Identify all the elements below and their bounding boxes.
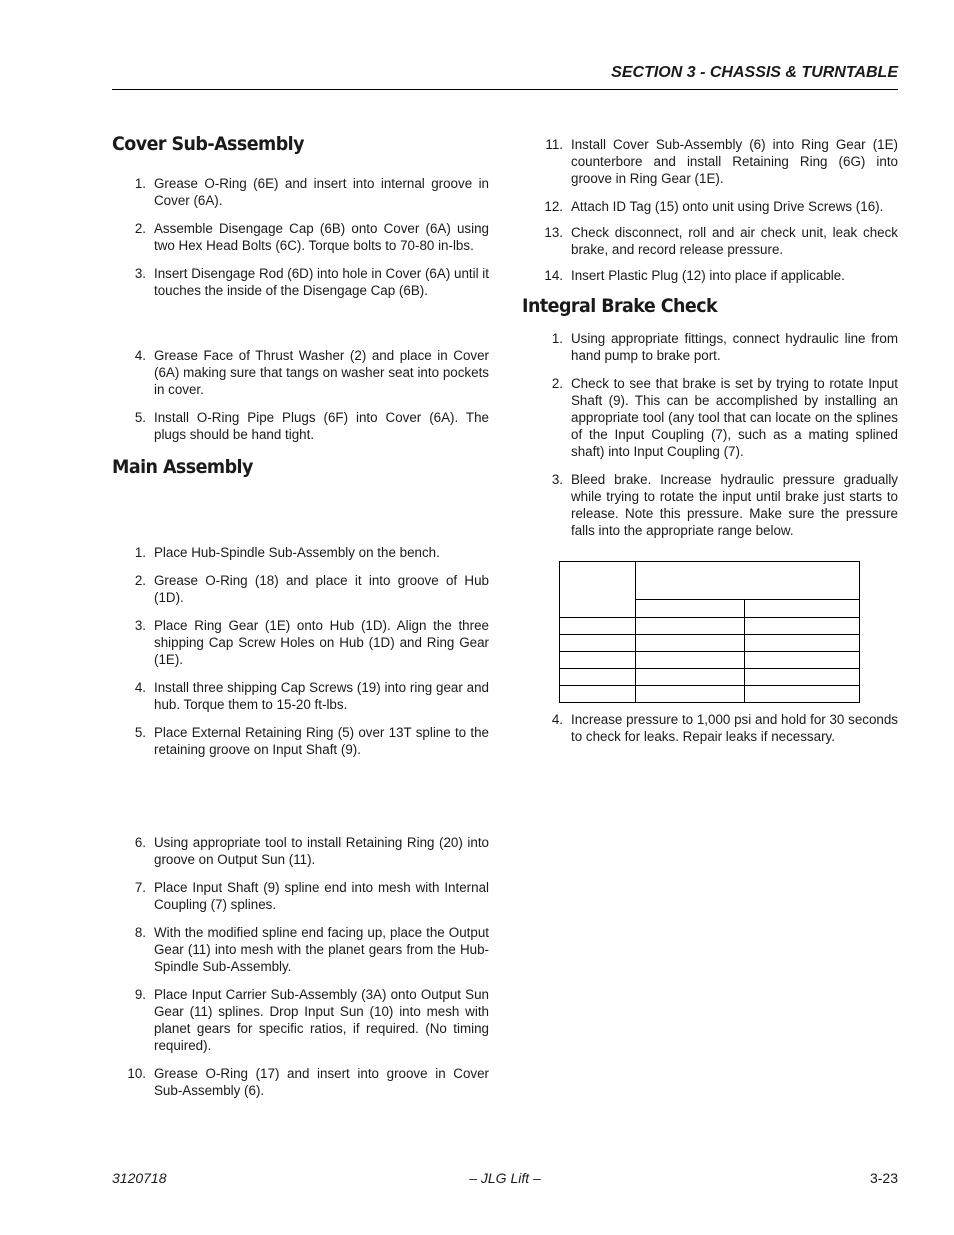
table-cell — [745, 635, 860, 652]
list-item: 1. Place Hub-Spindle Sub-Assembly on the bench. — [134, 545, 440, 560]
main-steps-list — [112, 544, 489, 1099]
list-item: 5. Install O-Ring Pipe Plugs (6F) into Cover (6A). The plugs should be hand tight. — [134, 410, 489, 442]
list-item: 6. Using appropriate tool to install Retaining Ring (20) into groove on Output Sun (11). — [134, 835, 489, 867]
footer-doc-number: 3120718 — [112, 1170, 167, 1186]
list-item: 8. With the modified spline end facing up, place the Output Gear (11) into mesh with the planet gears from the Hub-Spindle Sub-Assembly. — [134, 925, 489, 974]
footer-page-number: 3-23 — [869, 1170, 898, 1186]
list-item: 2. Assemble Disengage Cap (6B) onto Cover (6A) using two Hex Head Bolts (6C). Torque bolts to 70-80 in-lbs. — [134, 221, 489, 253]
cover-sub-assembly-heading: Cover Sub-Assembly — [112, 133, 304, 155]
list-item: 4. Grease Face of Thrust Washer (2) and place in Cover (6A) making sure that tangs on washer seat into pockets in cover. — [134, 348, 489, 397]
list-item: 3. Bleed brake. Increase hydraulic pressure gradually while trying to rotate the input until brake just starts to release. Note this pressure. Make sure the pressure falls into the appropriate range below. — [551, 472, 898, 538]
list-item: 1. Grease O-Ring (6E) and insert into internal groove in Cover (6A). — [134, 176, 489, 208]
section-header: SECTION 3 - CHASSIS & TURNTABLE — [611, 64, 898, 81]
table-row — [560, 618, 860, 635]
list-item: 2. Grease O-Ring (18) and place it into groove of Hub (1D). — [134, 573, 489, 605]
table-cell — [560, 652, 636, 669]
table-cell — [636, 652, 745, 669]
table-cell — [636, 562, 860, 600]
cover-steps-list — [112, 175, 489, 443]
list-item: 3. Place Ring Gear (1E) onto Hub (1D). Align the three shipping Cap Screw Holes on Hub (1D) and Ring Gear (1E). — [134, 618, 489, 667]
table-cell — [745, 618, 860, 635]
list-item: 13. Check disconnect, roll and air check unit, leak check brake, and record release pressure. — [544, 225, 898, 257]
table-cell — [745, 686, 860, 703]
list-item: 1. Using appropriate fittings, connect hydraulic line from hand pump to brake port. — [551, 331, 898, 363]
table-cell — [636, 600, 745, 618]
brake-steps-list — [522, 330, 898, 539]
table-cell — [560, 635, 636, 652]
table-cell — [560, 669, 636, 686]
right-column — [522, 133, 898, 756]
table-cell — [636, 618, 745, 635]
list-item: 9. Place Input Carrier Sub-Assembly (3A) onto Output Sun Gear (11) splines. Drop Input Sun (10) into mesh with planet gears for specific ratios, if required. (No timing required). — [134, 987, 489, 1053]
table-row — [560, 686, 860, 703]
table-cell — [745, 652, 860, 669]
list-item: 12. Attach ID Tag (15) onto unit using Drive Screws (16). — [544, 199, 884, 214]
table-cell — [560, 686, 636, 703]
table-row — [560, 669, 860, 686]
brake-steps-list-continued — [522, 711, 898, 745]
table-cell — [745, 669, 860, 686]
table-cell — [560, 562, 636, 618]
footer-company: – JLG Lift – — [469, 1170, 541, 1186]
header-divider — [112, 89, 898, 90]
list-item: 5. Place External Retaining Ring (5) over 13T spline to the retaining groove on Input Shaft (9). — [134, 725, 489, 757]
table-row — [560, 562, 860, 600]
main-assembly-heading: Main Assembly — [112, 456, 253, 478]
main-steps-list-continued — [522, 136, 898, 284]
brake-release-pressure-table — [559, 561, 860, 703]
list-item: 7. Place Input Shaft (9) spline end into mesh with Internal Coupling (7) splines. — [134, 880, 489, 912]
list-item: 4. Install three shipping Cap Screws (19) into ring gear and hub. Torque them to 15-20 ft-lbs. — [134, 680, 489, 712]
table-row — [560, 635, 860, 652]
list-item: 10. Grease O-Ring (17) and insert into groove in Cover Sub-Assembly (6). — [127, 1066, 489, 1098]
table-cell — [636, 635, 745, 652]
table-cell — [636, 686, 745, 703]
list-item: 3. Insert Disengage Rod (6D) into hole in Cover (6A) until it touches the inside of the Disengage Cap (6B). — [134, 266, 489, 298]
table-cell — [636, 669, 745, 686]
table-cell — [745, 600, 860, 618]
table-cell — [560, 618, 636, 635]
list-item: 2. Check to see that brake is set by trying to rotate Input Shaft (9). This can be accomplished by installing an appropriate tool (any tool that can locate on the splines of the Input Coupling (7), such as a mating splined shaft) into Input Coupling (7). — [551, 376, 898, 459]
left-column — [112, 133, 489, 1110]
list-item: 14. Insert Plastic Plug (12) into place if applicable. — [544, 268, 845, 283]
list-item: 4. Increase pressure to 1,000 psi and hold for 30 seconds to check for leaks. Repair leaks if necessary. — [551, 712, 898, 744]
list-item: 11. Install Cover Sub-Assembly (6) into Ring Gear (1E) counterbore and install Retaining Ring (6G) into groove in Ring Gear (1E). — [545, 137, 898, 186]
integral-brake-check-heading: Integral Brake Check — [522, 295, 718, 317]
table-row — [560, 652, 860, 669]
